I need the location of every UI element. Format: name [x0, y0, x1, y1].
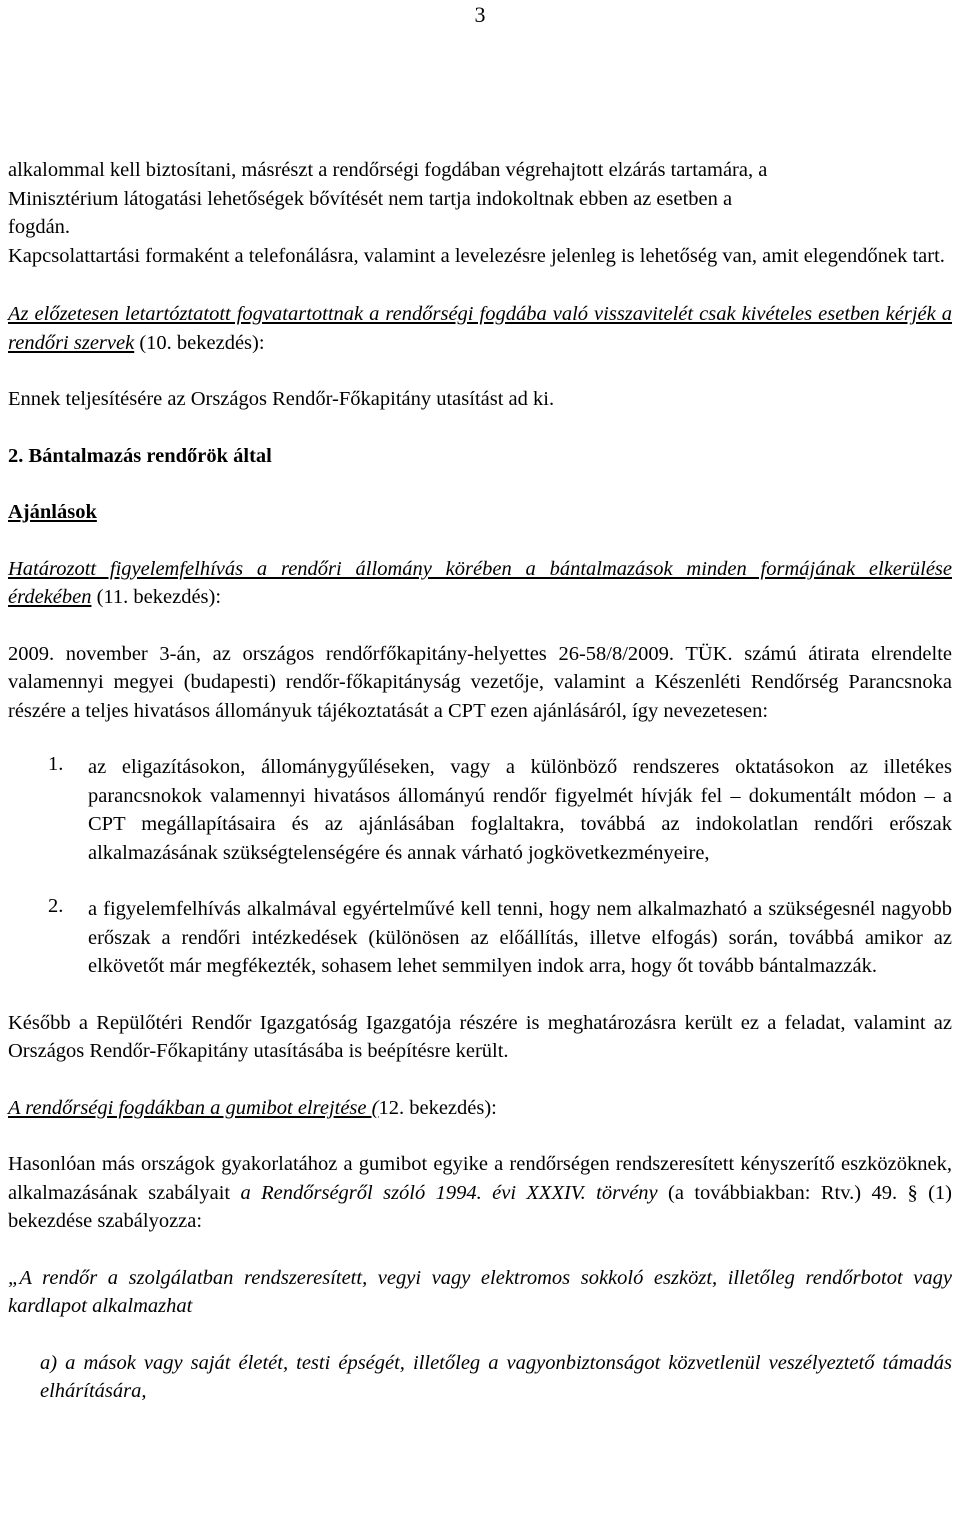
- paragraph-1: [8, 156, 952, 242]
- quote-paragraph: „A rendőr a szolgálatban rendszeresített, vegyi vagy elektromos sokkoló eszközt, illetőleg rendőrbotot vagy kardlapot alkalmazhat: [8, 1266, 952, 1317]
- paragraph-4: Később a Repülőtéri Rendőr Igazgatóság Igazgatója részére is meghatározásra került ez a feladat, valamint az Országos Rendőr-Főkapitány utasításába is beépítésre került.: [8, 1011, 952, 1062]
- page-number: 3: [474, 2, 486, 27]
- list-item-1-number: 1.: [48, 753, 64, 775]
- paragraph-5-end: (a továbbiakban: Rtv.) 49. § (1) bekezdése szabályozza:: [8, 1181, 953, 1232]
- recommendation-10-ref: (10. bekezdés):: [134, 331, 265, 354]
- recommendation-11: [8, 555, 952, 612]
- list-item-2: [8, 895, 952, 981]
- list-item-1-text: az eligazításokon, állománygyűléseken, vagy a különböző rendszeres oktatásokon az illetékes parancsnokok valamennyi hivatásos állományú rendőr figyelmét hívják fel – dokumentált módon – a CPT megállapításaira és az ajánlásában foglaltakra, továbbá az indokolatlan rendőri erőszak alkalmazásának szükségtelenségére és annak várható jogkövetkezményeire,: [88, 756, 952, 864]
- list-item-2-number: 2.: [48, 895, 64, 917]
- section-2-heading: 2. Bántalmazás rendőrök által: [8, 444, 272, 467]
- recommendation-10-text: Az előzetesen letartóztatott fogvatartottnak a rendőrségi fogdába való visszavitelét csak kivételes esetben kérjék a rendőri szervek: [8, 303, 952, 354]
- paragraph-1-line-3: fogdán.: [8, 216, 71, 238]
- list-item-2-text: a figyelemfelhívás alkalmával egyértelművé kell tenni, hogy nem alkalmazható a szükségesnél nagyobb erőszak a rendőri intézkedések (különösen az előállítás, illetve elfogás) során, továbbá amikor az elkövetőt már megfékezték, sohasem lehet semmilyen indok arra, hogy őt tovább bántalmazzák.: [88, 898, 952, 977]
- recommendation-10-answer: Ennek teljesítésére az Országos Rendőr-Főkapitány utasítást ad ki.: [8, 388, 555, 410]
- quote-point-a: a) a mások vagy saját életét, testi épségét, illetőleg a vagyonbiztonságot közvetlenül veszélyeztető támadás elhárítására,: [40, 1351, 952, 1402]
- recommendation-12: [8, 1094, 952, 1123]
- recommendation-12-text: A rendőrségi fogdákban a gumibot elrejtése (: [8, 1096, 379, 1119]
- recommendations-heading: Ajánlások: [8, 501, 97, 523]
- paragraph-1-line-2: Minisztérium látogatási lehetőségek bővítését nem tartja indokoltnak ebben az esetben a: [8, 187, 733, 210]
- recommendation-11-text: Határozott figyelemfelhívás a rendőri állomány körében a bántalmazások minden formájának elkerülése érdekében: [8, 557, 952, 608]
- paragraph-5-start: Hasonlóan más országok gyakorlatához a gumibot egyike a rendőrségen rendszeresített kényszerítő eszközöknek, alkalmazásának szabályait: [8, 1153, 952, 1204]
- paragraph-2: Kapcsolattartási formaként a telefonálásra, valamint a levelezésre jelenleg is lehetőség van, amit elegendőnek tart.: [8, 244, 945, 267]
- recommendation-12-ref: 12. bekezdés):: [378, 1096, 497, 1119]
- paragraph-3: 2009. november 3-án, az országos rendőrfőkapitány-helyettes 26-58/8/2009. TÜK. számú átirata elrendelte valamennyi megyei (budapesti) rendőr-főkapitányság vezetője, valamint a Készenléti Rendőrség Parancsnoka részére a teljes hivatásos állományuk tájékoztatását a CPT ezen ajánlásáról, így nevezetesen:: [8, 642, 952, 722]
- paragraph-5: [8, 1150, 952, 1236]
- recommendation-10: [8, 300, 952, 357]
- recommendation-11-ref: (11. bekezdés):: [91, 586, 222, 608]
- paragraph-5-law-title: a Rendőrségről szóló 1994. évi XXXIV. törvény: [240, 1181, 658, 1204]
- paragraph-1-line-1: alkalommal kell biztosítani, másrészt a rendőrségi fogdában végrehajtott elzárás tartamára, a: [8, 159, 768, 181]
- list-item-1: [8, 753, 952, 867]
- document-body: [8, 156, 952, 1406]
